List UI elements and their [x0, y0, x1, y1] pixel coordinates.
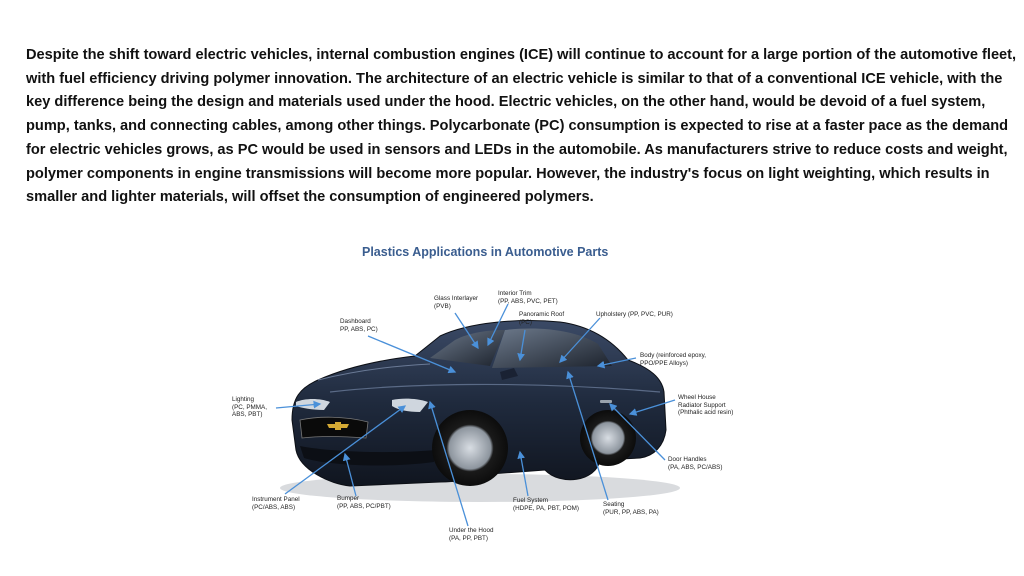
figure-title: Plastics Applications in Automotive Parts [362, 245, 609, 259]
label-interior-trim: Interior Trim (PP, ABS, PVC, PET) [498, 290, 558, 305]
label-panoramic-roof: Panoramic Roof (PC) [519, 311, 565, 326]
label-fuel-system: Fuel System (HDPE, PA, PBT, POM) [513, 497, 580, 512]
label-seating: Seating (PUR, PP, ABS, PA) [603, 501, 659, 516]
label-upholstery: Upholstery (PP, PVC, PUR) [596, 311, 673, 318]
intro-paragraph: Despite the shift toward electric vehicles, internal combustion engines (ICE) will continue to account for a large portion of the automotive fleet, with fuel efficiency driving polymer innovation. The architecture of an electric vehicle is similar to that of a conventional ICE vehicle, with the key difference being the design and materials used under the hood. Electric vehicles, on the other hand, would be devoid of a fuel system, pump, tanks, and connecting cables, among other things. Polycarbonate (PC) consumption is expected to rise at a faster pace as the demand for electric vehicles grows, as PC would be used in sensors and LEDs in the automobile. As manufacturers strive to reduce costs and weight, polymer components in engine transmissions will become more popular. However, the industry's focus on light weighting, which results in smaller and lighter materials, will offset the consumption of engineered polymers. [26, 47, 1017, 206]
label-wheel-house: Wheel House Radiator Support (Phthalic acid resin) [678, 394, 734, 417]
label-bumper: Bumper (PP, ABS, PC/PBT) [337, 495, 391, 510]
label-body: Body (reinforced epoxy, PPO/PPE Alloys) [640, 352, 707, 367]
label-under-the-hood: Under the Hood (PA, PP, PBT) [449, 527, 494, 542]
label-instrument-panel: Instrument Panel (PC/ABS, ABS) [252, 496, 300, 511]
label-dashboard: Dashboard PP, ABS, PC) [340, 318, 378, 333]
front-wheel [432, 410, 508, 486]
label-door-handles: Door Handles (PA, ABS, PC/ABS) [668, 456, 723, 471]
label-lighting: Lighting (PC, PMMA, ABS, PBT) [232, 396, 267, 419]
door-handle [600, 400, 612, 403]
label-glass-interlayer: Glass Interlayer (PVB) [434, 295, 479, 310]
